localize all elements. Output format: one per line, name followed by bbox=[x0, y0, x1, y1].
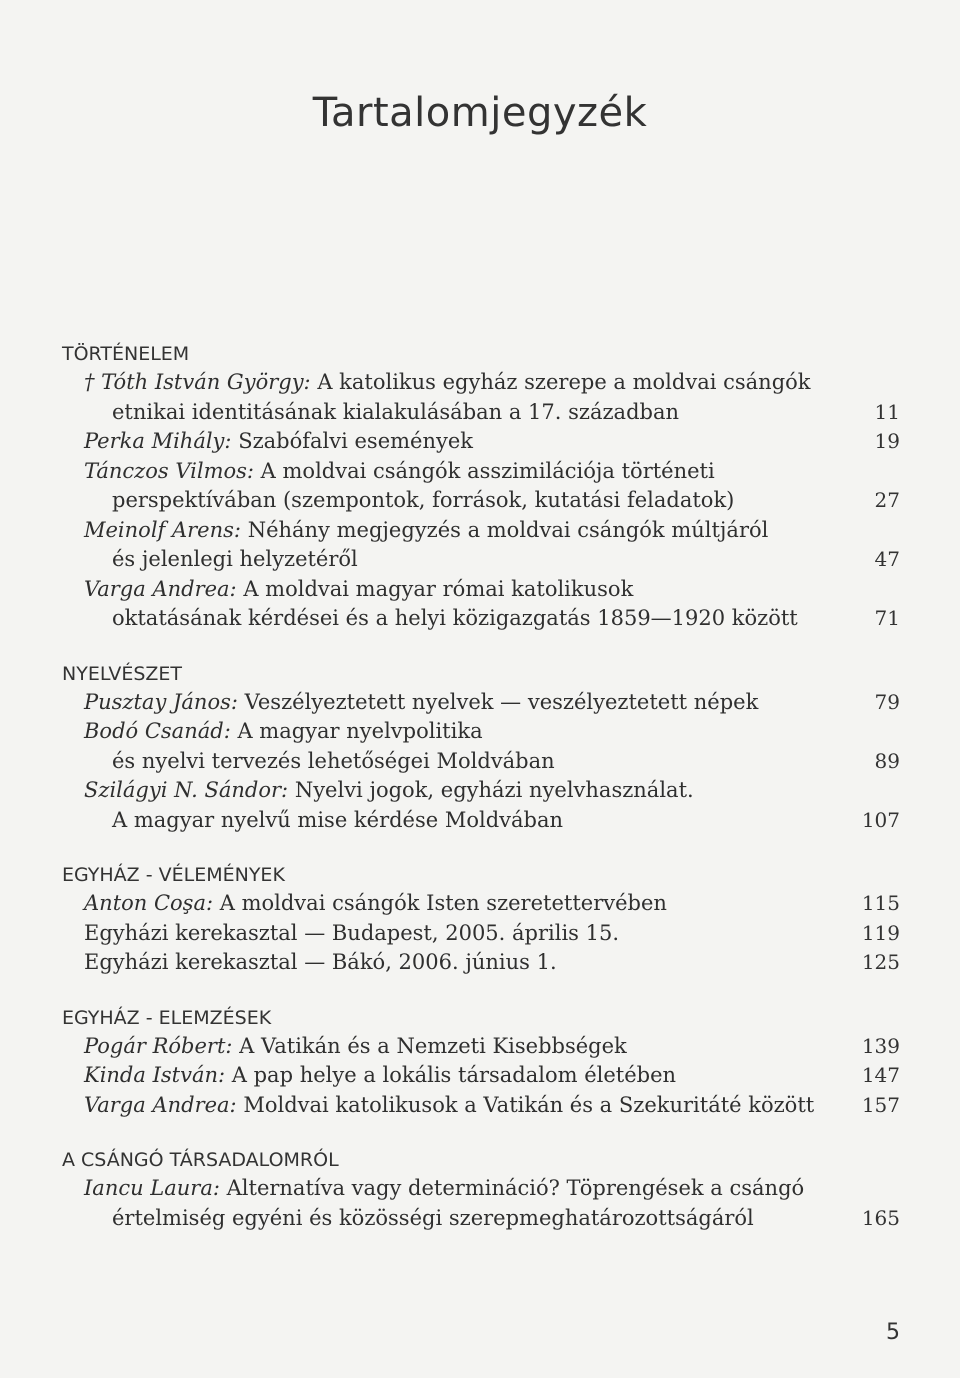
entry-page-number: 119 bbox=[861, 920, 900, 945]
entry-title-text: A moldvai csángók Isten szeretettervében bbox=[219, 891, 667, 915]
page-title: Tartalomjegyzék bbox=[312, 90, 648, 136]
table-of-contents bbox=[62, 340, 912, 1259]
section-heading: EGYHÁZ - ELEMZÉSEK bbox=[62, 1006, 272, 1029]
entry-title-text: Veszélyeztetett nyelvek — veszélyeztetett népek bbox=[244, 689, 759, 714]
toc-entry[interactable] bbox=[62, 948, 912, 978]
entry-title-text: Egyházi kerekasztal — Bákó, 2006. június 1. bbox=[84, 950, 557, 974]
entry-line bbox=[62, 368, 912, 398]
entry-line bbox=[62, 516, 912, 546]
entry-page-number: 157 bbox=[861, 1092, 900, 1117]
toc-entry[interactable] bbox=[62, 1032, 912, 1062]
entry-line bbox=[62, 889, 912, 919]
entry-author: Pogár Róbert: bbox=[84, 1033, 233, 1058]
entry-title-text: etnikai identitásának kialakulásában a 17. században bbox=[112, 399, 679, 424]
entry-line bbox=[62, 776, 912, 806]
toc-entry[interactable] bbox=[62, 368, 912, 427]
page-number: 5 bbox=[886, 1320, 900, 1345]
entry-title-text: A Vatikán és a Nemzeti Kisebbségek bbox=[239, 1033, 627, 1058]
entry-title-text: A moldvai magyar római katolikusok bbox=[243, 576, 634, 601]
entry-line bbox=[62, 486, 912, 516]
entry-author: † Tóth István György: bbox=[84, 370, 311, 394]
toc-section bbox=[62, 340, 912, 634]
entry-line bbox=[62, 1032, 912, 1062]
entry-page-number: 11 bbox=[874, 399, 900, 424]
entry-line bbox=[62, 1204, 912, 1234]
toc-entry[interactable] bbox=[62, 717, 912, 776]
entry-page-number: 115 bbox=[861, 891, 900, 915]
entry-page-number: 125 bbox=[861, 950, 900, 974]
entry-line bbox=[62, 604, 912, 634]
entry-title-text: és nyelvi tervezés lehetőségei Moldvában bbox=[112, 748, 555, 773]
entry-title-text: Néhány megjegyzés a moldvai csángók múltjáról bbox=[247, 517, 769, 542]
toc-section bbox=[62, 861, 912, 978]
entry-title-text: értelmiség egyéni és közösségi szerepmeghatározottságáról bbox=[112, 1205, 754, 1230]
entry-line bbox=[62, 575, 912, 605]
section-heading: TÖRTÉNELEM bbox=[62, 343, 190, 365]
entry-line bbox=[62, 747, 912, 777]
entry-title-text: perspektívában (szempontok, források, kutatási feladatok) bbox=[112, 488, 735, 512]
entry-title-text: és jelenlegi helyzetéről bbox=[112, 547, 358, 571]
entry-page-number: 19 bbox=[874, 429, 900, 453]
entry-title-text: oktatásának kérdései és a helyi közigazgatás 1859—1920 között bbox=[112, 606, 798, 630]
entry-line bbox=[62, 717, 912, 747]
toc-entry[interactable] bbox=[62, 688, 912, 718]
entry-title-text: Szabófalvi események bbox=[238, 429, 474, 453]
entry-title-text: A magyar nyelvpolitika bbox=[237, 719, 483, 743]
entry-author: Kinda István: bbox=[84, 1063, 226, 1087]
entry-title-text: A magyar nyelvű mise kérdése Moldvában bbox=[112, 807, 564, 832]
entry-line bbox=[62, 457, 912, 487]
entry-author: Szilágyi N. Sándor: bbox=[84, 778, 289, 802]
entry-page-number: 27 bbox=[874, 488, 900, 512]
toc-entry[interactable] bbox=[62, 1174, 912, 1233]
entry-page-number: 165 bbox=[861, 1205, 900, 1230]
entry-line bbox=[62, 1174, 912, 1204]
section-heading: EGYHÁZ - VÉLEMÉNYEK bbox=[62, 864, 285, 886]
toc-entry[interactable] bbox=[62, 1091, 912, 1121]
entry-author: Bodó Csanád: bbox=[84, 719, 231, 743]
toc-entry[interactable] bbox=[62, 516, 912, 575]
entry-title-text: Alternatíva vagy determináció? Töprengések a csángó bbox=[226, 1176, 805, 1200]
entry-title-text: Moldvai katolikusok a Vatikán és a Szekuritáté között bbox=[243, 1092, 815, 1117]
entry-page-number: 71 bbox=[874, 606, 900, 630]
entry-title-text: Nyelvi jogok, egyházi nyelvhasználat. bbox=[294, 778, 694, 802]
toc-entry[interactable] bbox=[62, 1061, 912, 1091]
toc-entry[interactable] bbox=[62, 427, 912, 457]
entry-line bbox=[62, 919, 912, 949]
entry-line bbox=[62, 948, 912, 978]
entry-title-text: Egyházi kerekasztal — Budapest, 2005. április 15. bbox=[84, 920, 620, 945]
toc-section bbox=[62, 1004, 912, 1121]
entry-line bbox=[62, 545, 912, 575]
section-heading: NYELVÉSZET bbox=[62, 662, 183, 685]
entry-line bbox=[62, 398, 912, 428]
entry-page-number: 89 bbox=[874, 748, 900, 773]
toc-entry[interactable] bbox=[62, 575, 912, 634]
entry-line bbox=[62, 688, 912, 718]
entry-page-number: 47 bbox=[874, 547, 900, 571]
entry-page-number: 147 bbox=[861, 1063, 900, 1087]
toc-section bbox=[62, 1146, 912, 1233]
entry-author: Tánczos Vilmos: bbox=[84, 458, 254, 483]
section-heading: A CSÁNGÓ TÁRSADALOMRÓL bbox=[62, 1149, 339, 1171]
toc-section bbox=[62, 660, 912, 836]
entry-title-text: A katolikus egyház szerepe a moldvai csángók bbox=[317, 370, 811, 394]
entry-page-number: 107 bbox=[861, 807, 900, 832]
entry-line bbox=[62, 806, 912, 836]
entry-author: Perka Mihály: bbox=[84, 429, 232, 453]
toc-entry[interactable] bbox=[62, 776, 912, 835]
entry-author: Varga Andrea: bbox=[84, 576, 237, 601]
entry-author: Anton Coşa: bbox=[84, 891, 214, 915]
entry-page-number: 79 bbox=[874, 689, 900, 714]
entry-title-text: A moldvai csángók asszimilációja történeti bbox=[260, 458, 715, 483]
entry-author: Meinolf Arens: bbox=[84, 517, 241, 542]
entry-title-text: A pap helye a lokális társadalom életében bbox=[231, 1063, 677, 1087]
toc-entry[interactable] bbox=[62, 919, 912, 949]
entry-page-number: 139 bbox=[861, 1033, 900, 1058]
toc-entry[interactable] bbox=[62, 889, 912, 919]
entry-line bbox=[62, 1061, 912, 1091]
entry-author: Varga Andrea: bbox=[84, 1092, 237, 1117]
toc-entry[interactable] bbox=[62, 457, 912, 516]
entry-author: Iancu Laura: bbox=[84, 1176, 220, 1200]
entry-line bbox=[62, 1091, 912, 1121]
entry-line bbox=[62, 427, 912, 457]
entry-author: Pusztay János: bbox=[84, 689, 238, 714]
